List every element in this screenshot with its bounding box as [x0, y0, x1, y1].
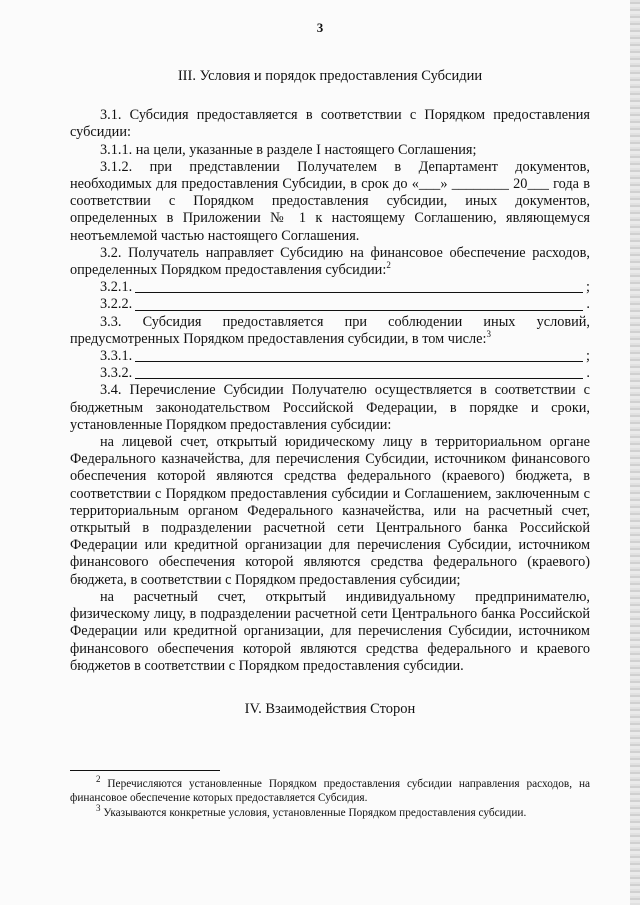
clause-3-3-2-label: 3.3.2.: [100, 365, 133, 382]
footnote-ref-2: 2: [386, 260, 391, 271]
footnote-text: Перечисляются установленные Порядком предоставления субсидии направления расходов, на финансовое обеспечение которых предоставляется Субсидия.: [70, 778, 591, 805]
clause-3-3: [70, 314, 590, 348]
clause-3-3-text: 3.3. Субсидия предоставляется при соблюдении иных условий, предусмотренных Порядком предоставления субсидии, в том числе:: [70, 313, 590, 347]
clause-3-4: 3.4. Перечисление Субсидии Получателю осуществляется в соответствии с бюджетным законодательством Российской Федерации, в порядке и сроки, установленные Порядком предоставления субсидии:: [70, 382, 590, 433]
clause-3-4-individual: на расчетный счет, открытый индивидуальному предпринимателю, физическому лицу, в подразделении расчетной сети Центрального банка Российской Федерации или кредитной организации, для перечисления Субсидии, источником финансового обеспечения которой являются средства федерального и краевого бюджетов в соответствии с Порядком предоставления субсидии.: [70, 588, 590, 674]
clause-3-2-1: [70, 279, 590, 296]
clause-3-3-1: [70, 348, 590, 365]
section-3-title: III. Условия и порядок предоставления Субсидии: [177, 68, 483, 84]
clause-3-2-text: 3.2. Получатель направляет Субсидию на финансовое обеспечение расходов, определенных Порядком предоставления субсидии:: [70, 244, 590, 279]
clause-3-1: 3.1. Субсидия предоставляется в соответствии с Порядком предоставления субсидии:: [70, 107, 590, 141]
clause-3-2-1-label: 3.2.1.: [100, 279, 133, 296]
document-body: [70, 60, 590, 740]
clause-3-3-1-label: 3.3.1.: [100, 348, 133, 365]
clause-3-3-2: [70, 365, 590, 382]
clause-3-2-1-end: ;: [586, 279, 590, 296]
clause-3-3-1-end: ;: [586, 348, 590, 365]
blank-underline: [135, 377, 583, 379]
clause-3-4-legal-entity: на лицевой счет, открытый юридическому лицу в территориальном органе Федерального казначейства, для перечисления Субсидии, источником финансового обеспечения которой являются средства федерального (краевого) бюджета, в соответствии с Порядком предоставления субсидии и Соглашением, заключенным с территориальным органом Федерального казначейства, или на расчетный счет, открытый в подразделении расчетной сети Центрального банка Российской Федерации или кредитной организации для перечисления Субсидии, источником финансового обеспечения которой являются средства федерального (краевого) бюджета, в соответствии с Порядком предоставления субсидии;: [70, 434, 590, 588]
footnote-mark: 3: [96, 803, 101, 814]
clause-3-1-2: 3.1.2. при представлении Получателем в Департамент документов, необходимых для предоставления Субсидии, в срок до «___» ________ 20___ года в соответствии с Порядком предоставления субсидии, иных документов, определенных в Приложении № 1 к настоящему Соглашению, являющемуся неотъемлемой частью настоящего Соглашения.: [70, 158, 590, 244]
footnote-text: Указываются конкретные условия, установленные Порядком предоставления субсидии.: [103, 806, 527, 819]
blank-underline: [135, 360, 583, 362]
clause-3-2: [70, 245, 590, 279]
blank-underline: [135, 309, 583, 311]
clause-3-2-2-end: .: [586, 296, 590, 313]
scan-edge: [630, 0, 640, 905]
footnotes: [70, 770, 590, 820]
footnote-3: [70, 803, 590, 820]
section-4-title: IV. Взаимодействия Сторон: [244, 700, 416, 717]
clause-3-1-1: 3.1.1. на цели, указанные в разделе I настоящего Соглашения;: [100, 141, 477, 158]
clause-3-2-2-label: 3.2.2.: [100, 296, 133, 313]
footnote-mark: 2: [96, 774, 101, 785]
footnote-separator: [70, 770, 220, 771]
blank-underline: [135, 291, 583, 293]
clause-3-2-2: [70, 296, 590, 313]
footnote-2: [70, 774, 591, 806]
clause-3-3-2-end: .: [586, 365, 590, 382]
footnote-ref-3: 3: [486, 329, 491, 340]
page-number: 3: [316, 20, 324, 35]
